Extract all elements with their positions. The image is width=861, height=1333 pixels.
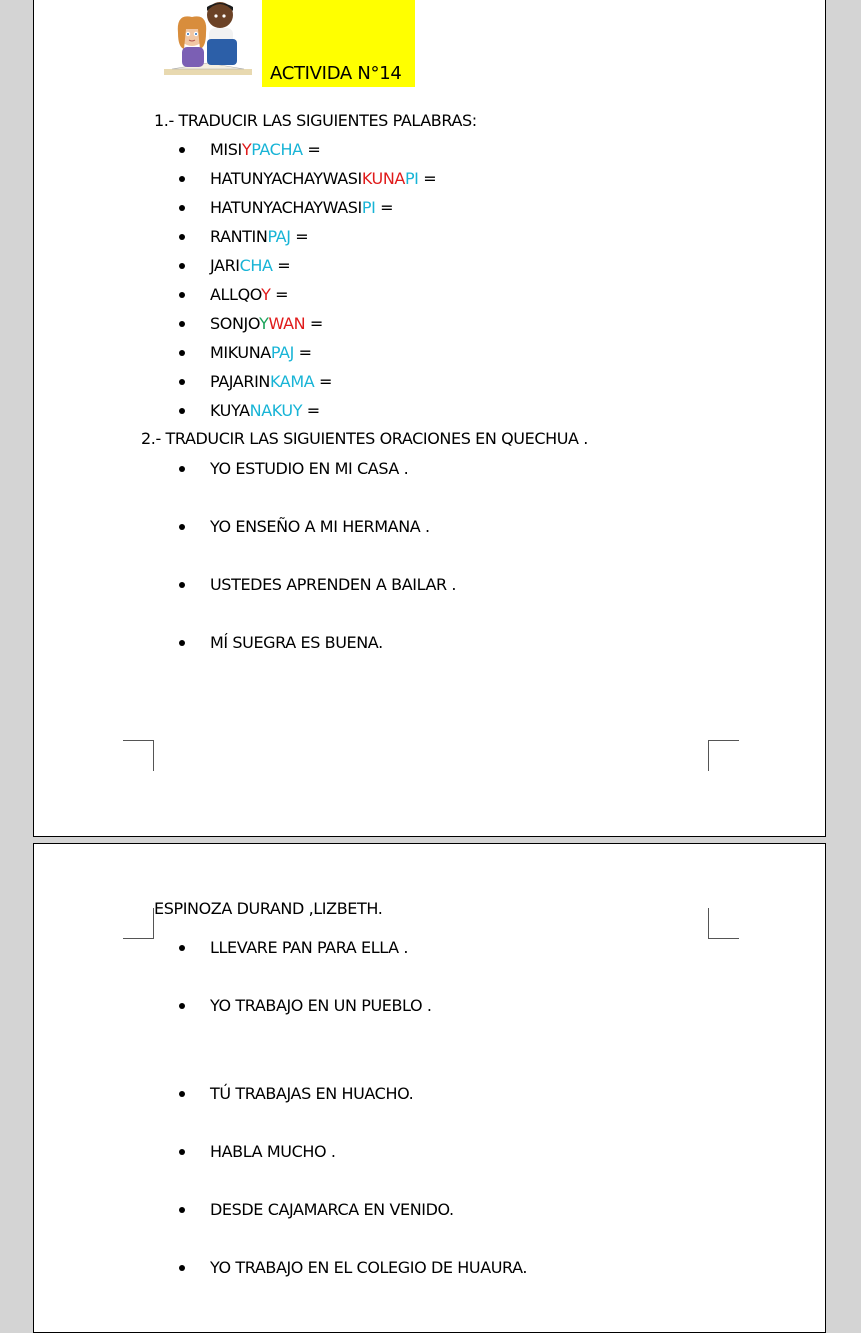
word-item xyxy=(210,140,320,160)
sentence-item: YO TRABAJO EN EL COLEGIO DE HUAURA. xyxy=(210,1258,528,1277)
word-segment: PAJARIN xyxy=(210,372,270,391)
document-page-2 xyxy=(33,843,826,1333)
sentence-item: HABLA MUCHO . xyxy=(210,1142,336,1161)
word-segment: HATUNYACHAYWASI xyxy=(210,198,362,217)
word-segment: ALLQO xyxy=(210,285,262,304)
word-segment: Y xyxy=(241,140,252,159)
bullet-icon xyxy=(179,176,185,182)
word-segment: PI xyxy=(404,169,419,188)
bullet-icon xyxy=(179,1149,185,1155)
sentence-item: USTEDES APRENDEN A BAILAR . xyxy=(210,575,457,594)
word-segment: MISI xyxy=(210,140,242,159)
word-segment: NAKUY xyxy=(249,401,303,420)
crop-mark xyxy=(123,740,154,771)
bullet-icon xyxy=(179,1091,185,1097)
bullet-icon xyxy=(179,147,185,153)
bullet-icon xyxy=(179,379,185,385)
bullet-icon xyxy=(179,945,185,951)
word-item xyxy=(210,256,290,276)
word-item xyxy=(210,227,308,247)
word-segment: = xyxy=(305,314,323,333)
word-item xyxy=(210,372,332,392)
crop-mark xyxy=(708,740,739,771)
sentence-item: MÍ SUEGRA ES BUENA. xyxy=(210,633,383,652)
sentence-item: YO ENSEÑO A MI HERMANA . xyxy=(210,517,430,536)
bullet-icon xyxy=(179,1207,185,1213)
word-item xyxy=(210,198,393,218)
word-segment: Y xyxy=(259,314,269,333)
bullet-icon xyxy=(179,263,185,269)
word-segment: = xyxy=(375,198,394,217)
bullet-icon xyxy=(179,234,185,240)
crop-mark xyxy=(123,908,154,939)
word-segment: KUYA xyxy=(210,401,250,420)
word-segment: WAN xyxy=(268,314,306,333)
word-segment: KUNA xyxy=(361,169,405,188)
section1-heading: 1.- TRADUCIR LAS SIGUIENTES PALABRAS: xyxy=(154,111,477,130)
word-item xyxy=(210,285,288,305)
bullet-icon xyxy=(179,408,185,414)
word-segment: = xyxy=(293,343,312,362)
document-page-1 xyxy=(33,0,826,837)
word-segment: = xyxy=(290,227,309,246)
bullet-icon xyxy=(179,466,185,472)
bullet-icon xyxy=(179,1003,185,1009)
word-segment: MIKUNA xyxy=(210,343,271,362)
word-segment: Y xyxy=(261,285,271,304)
sentence-item: DESDE CAJAMARCA EN VENIDO. xyxy=(210,1200,454,1219)
word-segment: KAMA xyxy=(269,372,315,391)
sentence-item: TÚ TRABAJAS EN HUACHO. xyxy=(210,1084,414,1103)
word-segment: = xyxy=(272,256,291,275)
word-item xyxy=(210,343,312,363)
word-segment: SONJO xyxy=(210,314,260,333)
word-segment: PAJ xyxy=(267,227,291,246)
page-title: ACTIVIDA N°14 xyxy=(270,63,402,84)
sentence-item: LLEVARE PAN PARA ELLA . xyxy=(210,938,409,957)
word-item xyxy=(210,169,436,189)
section2-heading: 2.- TRADUCIR LAS SIGUIENTES ORACIONES EN QUECHUA . xyxy=(141,429,588,448)
crop-mark xyxy=(708,908,739,939)
bullet-icon xyxy=(179,321,185,327)
word-segment: = xyxy=(314,372,332,391)
sentence-item: YO ESTUDIO EN MI CASA . xyxy=(210,459,409,478)
word-segment: HATUNYACHAYWASI xyxy=(210,169,362,188)
bullet-icon xyxy=(179,205,185,211)
bullet-icon xyxy=(179,582,185,588)
bullet-icon xyxy=(179,292,185,298)
two-students-reading-icon xyxy=(162,0,258,81)
bullet-icon xyxy=(179,1265,185,1271)
author-name: ESPINOZA DURAND ,LIZBETH. xyxy=(154,899,383,918)
word-segment: CHA xyxy=(239,256,273,275)
word-segment: PAJ xyxy=(270,343,294,362)
bullet-icon xyxy=(179,640,185,646)
sentence-item: YO TRABAJO EN UN PUEBLO . xyxy=(210,996,432,1015)
word-segment: PACHA xyxy=(251,140,303,159)
word-segment: = xyxy=(302,401,320,420)
word-item xyxy=(210,401,320,421)
word-segment: JARI xyxy=(210,256,240,275)
word-item xyxy=(210,314,323,334)
word-segment: RANTIN xyxy=(210,227,268,246)
word-segment: = xyxy=(270,285,289,304)
bullet-icon xyxy=(179,524,185,530)
word-segment: PI xyxy=(361,198,376,217)
bullet-icon xyxy=(179,350,185,356)
word-segment: = xyxy=(302,140,321,159)
word-segment: = xyxy=(418,169,437,188)
